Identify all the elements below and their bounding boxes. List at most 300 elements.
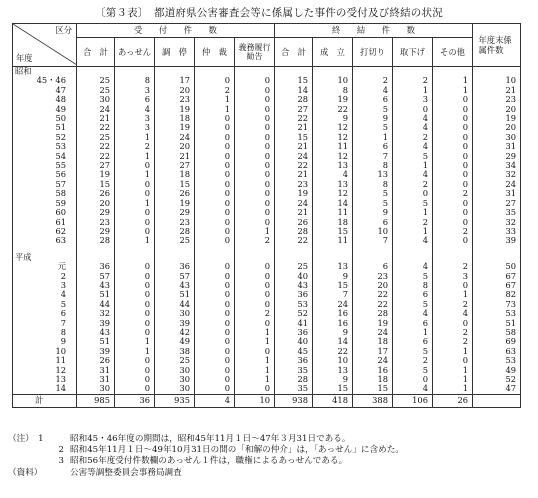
value-cell: 15	[275, 76, 313, 85]
era-label: 平成	[15, 251, 32, 262]
value-cell: 1	[433, 375, 473, 384]
value-cell: 73	[473, 300, 521, 309]
value-cell: 0	[235, 272, 275, 281]
value-cell: 3	[115, 123, 155, 132]
value-cell: 0	[115, 309, 155, 318]
table-row	[13, 236, 521, 245]
value-cell: 0	[115, 290, 155, 299]
value-cell: 23	[155, 95, 195, 104]
year-cell: 62	[55, 225, 66, 236]
year-cell: 56	[55, 169, 66, 180]
column-header-uketsuke: 義務履行勧告	[235, 38, 275, 67]
total-cell: 935	[155, 394, 195, 407]
value-cell: 28	[77, 236, 115, 245]
column-header-shuketsu: 打切り	[353, 38, 393, 67]
note-key: （注） 1	[8, 434, 44, 444]
note-line	[8, 456, 404, 467]
value-cell: 22	[77, 123, 115, 132]
column-header-uketsuke: 調 停	[155, 38, 195, 67]
value-cell: 13	[313, 262, 353, 271]
value-cell: 2	[393, 180, 433, 189]
value-cell: 0	[115, 319, 155, 328]
spacer-row	[13, 246, 521, 253]
value-cell: 1	[235, 356, 275, 365]
value-cell: 51	[77, 337, 115, 346]
value-cell: 44	[155, 300, 195, 309]
notes	[8, 434, 404, 479]
value-cell: 0	[195, 161, 235, 170]
value-cell: 15	[313, 281, 353, 290]
value-cell: 0	[393, 375, 433, 384]
value-cell: 19	[77, 170, 115, 179]
column-header-uketsuke: 合 計	[77, 38, 115, 67]
value-cell: 0	[235, 384, 275, 394]
value-cell: 31	[473, 142, 521, 151]
value-cell: 0	[195, 189, 235, 198]
year-cell: 元	[57, 261, 66, 272]
value-cell: 0	[115, 208, 155, 217]
value-cell: 40	[275, 337, 313, 346]
value-cell: 0	[235, 170, 275, 179]
value-cell: 9	[353, 208, 393, 217]
value-cell: 0	[115, 227, 155, 236]
value-cell: 0	[195, 236, 235, 245]
value-cell: 29	[77, 227, 115, 236]
value-cell: 21	[275, 142, 313, 151]
value-cell: 6	[353, 218, 393, 227]
value-cell: 39	[473, 236, 521, 245]
year-cell: 13	[55, 374, 66, 384]
value-cell: 24	[275, 199, 313, 208]
value-cell: 9	[313, 375, 353, 384]
value-cell: 1	[115, 199, 155, 208]
value-cell: 1	[235, 366, 275, 375]
value-cell: 1	[195, 105, 235, 114]
value-cell: 0	[115, 272, 155, 281]
value-cell: 50	[473, 262, 521, 271]
value-cell: 1	[393, 161, 433, 170]
value-cell: 4	[393, 142, 433, 151]
value-cell: 0	[235, 123, 275, 132]
value-cell: 6	[393, 337, 433, 346]
value-cell: 15	[313, 227, 353, 236]
year-cell: 48	[55, 94, 66, 105]
value-cell: 0	[115, 300, 155, 309]
value-cell: 0	[195, 347, 235, 356]
value-cell: 13	[313, 161, 353, 170]
year-cell: 12	[55, 364, 66, 375]
value-cell: 30	[155, 384, 195, 394]
total-cell: 4	[195, 394, 235, 407]
value-cell: 17	[155, 76, 195, 85]
value-cell: 24	[473, 180, 521, 189]
value-cell: 27	[275, 105, 313, 114]
value-cell: 0	[195, 272, 235, 281]
corner-header	[13, 24, 77, 67]
value-cell: 1	[115, 236, 155, 245]
value-cell: 11	[313, 236, 353, 245]
note-text: 昭和45・46年度の期間は，昭和45年11月１日～47年３月31日である。	[70, 434, 351, 444]
value-cell: 2	[195, 86, 235, 95]
value-cell: 2	[353, 76, 393, 85]
value-cell: 35	[275, 366, 313, 375]
value-cell: 14	[275, 86, 313, 95]
year-cell: 14	[55, 383, 66, 394]
value-cell: 28	[275, 375, 313, 384]
year-cell: 57	[55, 178, 66, 189]
value-cell: 0	[235, 199, 275, 208]
value-cell: 19	[353, 319, 393, 328]
value-cell: 0	[195, 133, 235, 142]
value-cell: 49	[473, 366, 521, 375]
value-cell: 41	[275, 319, 313, 328]
value-cell: 28	[155, 227, 195, 236]
value-cell: 20	[473, 105, 521, 114]
column-header-shuketsu: その他	[433, 38, 473, 67]
value-cell: 10	[353, 227, 393, 236]
note-text: 公害等調整委員会事務局調査	[70, 467, 182, 478]
value-cell: 2	[393, 218, 433, 227]
value-cell: 10	[313, 356, 353, 365]
value-cell: 1	[433, 86, 473, 95]
value-cell: 0	[235, 114, 275, 123]
value-cell: 26	[77, 356, 115, 365]
note-line	[8, 445, 404, 456]
value-cell: 36	[275, 290, 313, 299]
nendomatsu-label: 年度末係属件数	[478, 35, 512, 55]
value-cell: 22	[77, 142, 115, 151]
value-cell: 9	[353, 114, 393, 123]
value-cell: 0	[115, 180, 155, 189]
value-cell: 5	[393, 199, 433, 208]
value-cell: 2	[393, 133, 433, 142]
value-cell: 31	[77, 366, 115, 375]
table-body	[13, 67, 521, 408]
value-cell: 12	[313, 189, 353, 198]
value-cell: 21	[473, 86, 521, 95]
value-cell: 63	[473, 347, 521, 356]
year-cell: 63	[55, 235, 66, 246]
value-cell: 82	[473, 290, 521, 299]
value-cell: 3	[393, 95, 433, 104]
note-text: 昭和56年度受付件数欄のあっせん１件は，職権によるあっせんである。	[70, 456, 348, 467]
value-cell: 6	[393, 319, 433, 328]
year-cell: 3	[60, 279, 66, 290]
value-cell: 19	[275, 189, 313, 198]
value-cell: 43	[77, 281, 115, 290]
column-header-uketsuke: あっせん	[115, 38, 155, 67]
value-cell: 27	[155, 161, 195, 170]
value-cell: 5	[393, 272, 433, 281]
value-cell: 18	[313, 218, 353, 227]
value-cell: 0	[195, 366, 235, 375]
uketsuke-header: 受 付 件 数	[77, 24, 275, 38]
value-cell: 1	[393, 328, 433, 337]
value-cell: 0	[433, 123, 473, 132]
value-cell: 43	[155, 281, 195, 290]
value-cell: 21	[77, 114, 115, 123]
value-cell: 30	[473, 133, 521, 142]
value-cell: 0	[195, 290, 235, 299]
value-cell: 0	[115, 328, 155, 337]
value-cell: 9	[313, 328, 353, 337]
value-cell: 0	[235, 300, 275, 309]
value-cell: 0	[195, 170, 235, 179]
value-cell: 1	[115, 152, 155, 161]
value-cell: 69	[473, 337, 521, 346]
value-cell: 57	[77, 272, 115, 281]
value-cell: 19	[313, 95, 353, 104]
value-cell: 29	[77, 208, 115, 217]
value-cell: 51	[77, 290, 115, 299]
value-cell: 24	[155, 133, 195, 142]
value-cell: 8	[313, 86, 353, 95]
value-cell: 2	[433, 227, 473, 236]
value-cell: 2	[433, 328, 473, 337]
value-cell: 0	[433, 281, 473, 290]
value-cell: 0	[195, 76, 235, 85]
column-header-shuketsu: 合 計	[275, 38, 313, 67]
note-line	[8, 434, 404, 445]
value-cell: 36	[275, 356, 313, 365]
value-cell: 2	[433, 300, 473, 309]
value-cell: 1	[235, 227, 275, 236]
column-header-shuketsu: 成 立	[313, 38, 353, 67]
value-cell: 0	[433, 170, 473, 179]
value-cell: 51	[155, 290, 195, 299]
value-cell: 0	[235, 180, 275, 189]
value-cell: 21	[155, 152, 195, 161]
value-cell: 1	[235, 337, 275, 346]
value-cell: 30	[77, 95, 115, 104]
value-cell: 39	[77, 347, 115, 356]
value-cell: 34	[473, 161, 521, 170]
value-cell: 23	[275, 180, 313, 189]
value-cell: 1	[115, 133, 155, 142]
value-cell: 32	[473, 218, 521, 227]
value-cell: 0	[195, 319, 235, 328]
value-cell: 24	[77, 105, 115, 114]
value-cell: 4	[115, 105, 155, 114]
value-cell: 24	[353, 328, 393, 337]
diagonal-divider	[13, 24, 77, 65]
value-cell: 31	[77, 375, 115, 384]
value-cell: 9	[313, 114, 353, 123]
value-cell: 25	[77, 76, 115, 85]
total-cell: 26	[433, 394, 473, 407]
value-cell: 4	[393, 114, 433, 123]
value-cell: 53	[275, 300, 313, 309]
year-cell: 51	[55, 122, 66, 133]
total-cell	[473, 394, 521, 407]
value-cell: 27	[77, 161, 115, 170]
note-key: 3	[58, 456, 64, 467]
value-cell: 36	[77, 262, 115, 271]
value-cell: 43	[275, 281, 313, 290]
value-cell: 9	[313, 272, 353, 281]
value-cell: 0	[433, 142, 473, 151]
value-cell: 16	[313, 319, 353, 328]
column-header-shuketsu: 取下げ	[393, 38, 433, 67]
value-cell: 53	[473, 309, 521, 318]
value-cell: 0	[235, 133, 275, 142]
value-cell: 57	[155, 272, 195, 281]
value-cell: 0	[115, 384, 155, 394]
value-cell: 5	[353, 189, 393, 198]
year-cell: 60	[55, 207, 66, 218]
value-cell: 21	[275, 170, 313, 179]
value-cell: 43	[77, 328, 115, 337]
value-cell: 0	[433, 114, 473, 123]
value-cell: 0	[115, 189, 155, 198]
value-cell: 5	[393, 152, 433, 161]
value-cell: 0	[433, 152, 473, 161]
value-cell: 3	[433, 272, 473, 281]
value-cell: 7	[313, 290, 353, 299]
value-cell: 0	[195, 142, 235, 151]
value-cell: 1	[393, 227, 433, 236]
value-cell: 35	[275, 384, 313, 394]
value-cell: 19	[155, 123, 195, 132]
value-cell: 0	[235, 76, 275, 85]
value-cell: 1	[393, 208, 433, 217]
value-cell: 5	[353, 123, 393, 132]
year-cell: 8	[60, 326, 66, 337]
value-cell: 20	[155, 86, 195, 95]
value-cell: 6	[353, 95, 393, 104]
year-cell: 47	[55, 84, 66, 95]
value-cell: 1	[115, 347, 155, 356]
value-cell: 13	[313, 180, 353, 189]
value-cell: 58	[473, 328, 521, 337]
total-cell: 388	[353, 394, 393, 407]
value-cell: 0	[433, 236, 473, 245]
value-cell: 0	[235, 319, 275, 328]
value-cell: 0	[235, 161, 275, 170]
value-cell: 19	[473, 114, 521, 123]
total-cell: 938	[275, 394, 313, 407]
value-cell: 22	[313, 105, 353, 114]
value-cell: 20	[155, 142, 195, 151]
value-cell: 18	[155, 114, 195, 123]
value-cell: 0	[235, 95, 275, 104]
value-cell: 38	[155, 347, 195, 356]
year-cell: 52	[55, 131, 66, 142]
value-cell: 8	[353, 180, 393, 189]
value-cell: 19	[155, 199, 195, 208]
value-cell: 32	[473, 170, 521, 179]
value-cell: 10	[473, 76, 521, 85]
value-cell: 47	[473, 384, 521, 394]
value-cell: 22	[275, 236, 313, 245]
value-cell: 0	[195, 337, 235, 346]
value-cell: 5	[393, 347, 433, 356]
value-cell: 23	[155, 218, 195, 227]
value-cell: 4	[433, 309, 473, 318]
sub-header-row	[13, 38, 521, 67]
value-cell: 36	[155, 262, 195, 271]
value-cell: 15	[353, 384, 393, 394]
value-cell: 15	[77, 180, 115, 189]
value-cell: 0	[195, 309, 235, 318]
value-cell: 42	[155, 328, 195, 337]
value-cell: 0	[195, 123, 235, 132]
value-cell: 0	[195, 262, 235, 271]
value-cell: 0	[433, 95, 473, 104]
value-cell: 0	[433, 319, 473, 328]
note-key: 2	[58, 445, 64, 456]
value-cell: 8	[353, 161, 393, 170]
value-cell: 5	[393, 366, 433, 375]
value-cell: 4	[393, 262, 433, 271]
value-cell: 0	[433, 180, 473, 189]
value-cell: 26	[275, 218, 313, 227]
value-cell: 30	[77, 384, 115, 394]
era-label: 昭和	[15, 66, 32, 76]
value-cell: 0	[393, 105, 433, 114]
value-cell: 20	[77, 199, 115, 208]
year-cell: 5	[60, 298, 66, 309]
value-cell: 11	[313, 208, 353, 217]
year-cell: 59	[55, 197, 66, 208]
value-cell: 12	[313, 133, 353, 142]
value-cell: 0	[433, 161, 473, 170]
value-cell: 4	[393, 384, 433, 394]
value-cell: 52	[275, 309, 313, 318]
note-text: 昭和45年11月１日～49年10月31日の間の「和解の仲介」は，「あっせん」に含めた。	[70, 445, 404, 456]
value-cell: 45	[275, 347, 313, 356]
value-cell: 30	[155, 366, 195, 375]
value-cell: 44	[77, 300, 115, 309]
value-cell: 4	[393, 236, 433, 245]
value-cell: 15	[275, 133, 313, 142]
value-cell: 39	[155, 319, 195, 328]
value-cell: 25	[77, 133, 115, 142]
value-cell: 23	[77, 218, 115, 227]
value-cell: 53	[473, 356, 521, 365]
note-line	[8, 468, 404, 479]
value-cell: 2	[393, 356, 433, 365]
table-row	[13, 384, 521, 394]
value-cell: 0	[433, 218, 473, 227]
value-cell: 0	[433, 133, 473, 142]
nendomatsu-header	[473, 24, 521, 67]
value-cell: 0	[195, 328, 235, 337]
value-cell: 22	[313, 347, 353, 356]
column-header-uketsuke: 仲 裁	[195, 38, 235, 67]
value-cell: 1	[115, 337, 155, 346]
value-cell: 0	[195, 218, 235, 227]
year-cell: 49	[55, 103, 66, 114]
value-cell: 22	[353, 290, 393, 299]
value-cell: 35	[473, 208, 521, 217]
value-cell: 1	[433, 384, 473, 394]
value-cell: 0	[235, 262, 275, 271]
total-cell: 106	[393, 394, 433, 407]
year-cell: 55	[55, 160, 66, 171]
year-cell: 6	[60, 308, 66, 319]
value-cell: 26	[155, 189, 195, 198]
value-cell: 0	[433, 105, 473, 114]
value-cell: 1	[235, 375, 275, 384]
value-cell: 49	[155, 337, 195, 346]
value-cell: 6	[353, 142, 393, 151]
year-cell: 4	[60, 289, 66, 300]
value-cell: 29	[155, 208, 195, 217]
value-cell: 2	[235, 309, 275, 318]
value-cell: 0	[195, 384, 235, 394]
value-cell: 2	[433, 337, 473, 346]
